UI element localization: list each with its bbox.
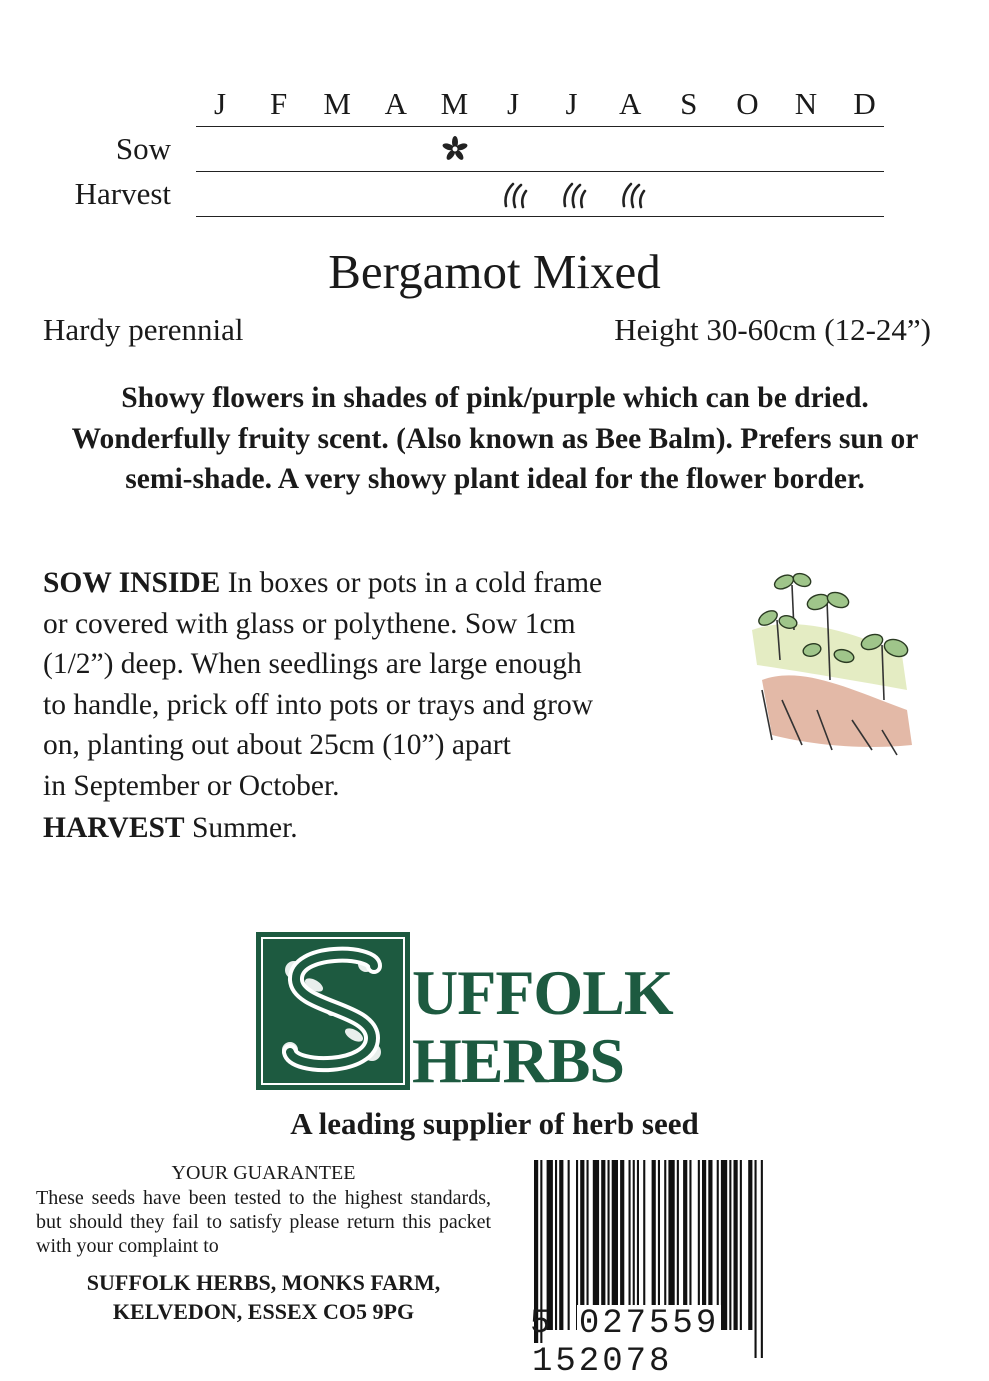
harvest-row-label: Harvest — [74, 176, 171, 211]
month-label: N — [794, 86, 818, 121]
sowing-instructions — [43, 563, 743, 806]
sow-line-3: (1/2”) deep. When seedlings are large enough — [43, 648, 582, 680]
sow-line-4: to handle, prick off into pots or trays and grow — [43, 688, 594, 721]
month-label: D — [853, 86, 876, 121]
address-line-2: KELVEDON, ESSEX CO5 9PG — [112, 1299, 415, 1324]
guarantee-title: YOUR GUARANTEE — [171, 1162, 356, 1184]
sow-line-2: or covered with glass or polythene. Sow 1cm — [43, 607, 576, 640]
company-address — [36, 1268, 491, 1326]
month-label: J — [506, 86, 520, 121]
address-line-1: SUFFOLK HERBS, MONKS FARM, — [86, 1270, 441, 1295]
sow-line-5: on, planting out about 25cm (10”) apart — [43, 729, 511, 761]
tagline: A leading supplier of herb seed — [290, 1106, 699, 1141]
month-label: J — [565, 86, 578, 121]
leaf-icon — [561, 180, 587, 210]
month-label: F — [269, 86, 288, 121]
month-label: M — [323, 86, 351, 121]
month-header-rule — [196, 126, 884, 127]
harvest-keyword: HARVEST — [43, 812, 185, 844]
guarantee-text: These seeds have been tested to the highest standards, but should they fail to satisfy please return this packet with your complaint to — [36, 1187, 491, 1257]
barcode-digits — [530, 1305, 860, 1381]
barcode-right-digits: 152078 — [532, 1343, 673, 1381]
sow-row-label: Sow — [115, 131, 171, 166]
sow-line-1 — [43, 563, 743, 604]
sow-line-text: In boxes or pots in a cold frame — [220, 567, 603, 599]
barcode-left-digits: 027559 — [578, 1305, 720, 1343]
month-label: S — [680, 86, 698, 121]
logo-word-suffolk: UFFOLK — [412, 957, 673, 1028]
logo-word-herbs: HERBS — [412, 1025, 624, 1096]
barcode-first-digit: 5 — [530, 1305, 554, 1343]
plant-type: Hardy perennial — [43, 312, 244, 347]
sow-inside-keyword: SOW INSIDE — [43, 567, 221, 599]
product-description: Showy flowers in shades of pink/purple which can be dried. Wonderfully fruity scent. (Also known as Bee Balm). Prefers sun or semi-shade. A very showy plant ideal for the flower border. — [71, 382, 919, 495]
seedling-illustration — [732, 560, 922, 760]
harvest-row-rule — [196, 216, 884, 217]
leaf-icon — [620, 180, 646, 210]
month-label: J — [213, 86, 227, 121]
month-label: O — [736, 86, 759, 121]
suffolk-herbs-logo-initial — [254, 930, 412, 1092]
leaf-icon — [502, 180, 528, 210]
sow-line-6: in September or October. — [43, 769, 340, 802]
month-label: A — [618, 86, 642, 121]
month-label: A — [384, 86, 407, 121]
sow-row-rule — [196, 171, 884, 172]
harvest-instructions — [43, 812, 298, 845]
month-label: M — [440, 86, 469, 121]
month-header — [196, 86, 886, 126]
plant-height: Height 30-60cm (12-24”) — [614, 312, 931, 347]
asterisk-icon — [442, 134, 468, 164]
harvest-text: Summer. — [184, 812, 298, 844]
product-title: Bergamot Mixed — [328, 244, 661, 299]
